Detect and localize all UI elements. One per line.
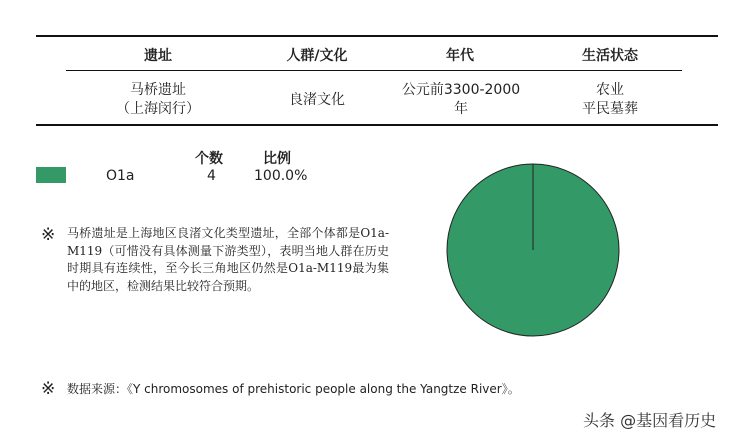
cell-site [98, 81, 218, 119]
watermark: 头条 @基因看历史 [583, 411, 717, 430]
pie-slices [447, 164, 619, 336]
cell-site-name: 马桥遗址 [130, 82, 186, 98]
table-header-rule [66, 70, 682, 71]
header-culture: 人群/文化 [286, 48, 348, 64]
source-mark: ※ [41, 379, 56, 399]
table-bottom-rule [36, 124, 718, 126]
pie-chart [440, 157, 626, 343]
header-site: 遗址 [144, 48, 172, 64]
cell-site-location: （上海闵行） [116, 101, 200, 117]
legend-ratio: 100.0% [254, 168, 308, 184]
legend-ratio-header: 比例 [263, 151, 291, 167]
cell-life-type: 农业 [596, 82, 624, 98]
cell-life-burial: 平民墓葬 [582, 101, 638, 117]
legend-label: O1a [106, 168, 135, 184]
legend-count-header: 个数 [195, 151, 223, 167]
cell-period-range: 公元前3300-2000 [401, 82, 521, 98]
cell-period [390, 81, 532, 119]
cell-life [560, 81, 660, 119]
table-top-rule [36, 35, 718, 37]
legend-count: 4 [207, 168, 216, 184]
header-period: 年代 [446, 48, 474, 64]
cell-culture: 良渚文化 [289, 92, 345, 108]
cell-period-unit: 年 [454, 101, 468, 117]
source-text: 数据来源：《Y chromosomes of prehistoric people along the Yangtze River》。 [67, 382, 520, 396]
legend-swatch [36, 167, 66, 183]
note-text: 马桥遗址是上海地区良渚文化类型遗址，全部个体都是O1a-M119（可惜没有具体测量下游类型），表明当地人群在历史时期具有连续性，至今长三角地区仍然是O1a-M119最为集中的地区，检测结果比较符合预期。 [67, 226, 389, 293]
header-life: 生活状态 [582, 48, 638, 64]
note-mark: ※ [41, 225, 56, 245]
